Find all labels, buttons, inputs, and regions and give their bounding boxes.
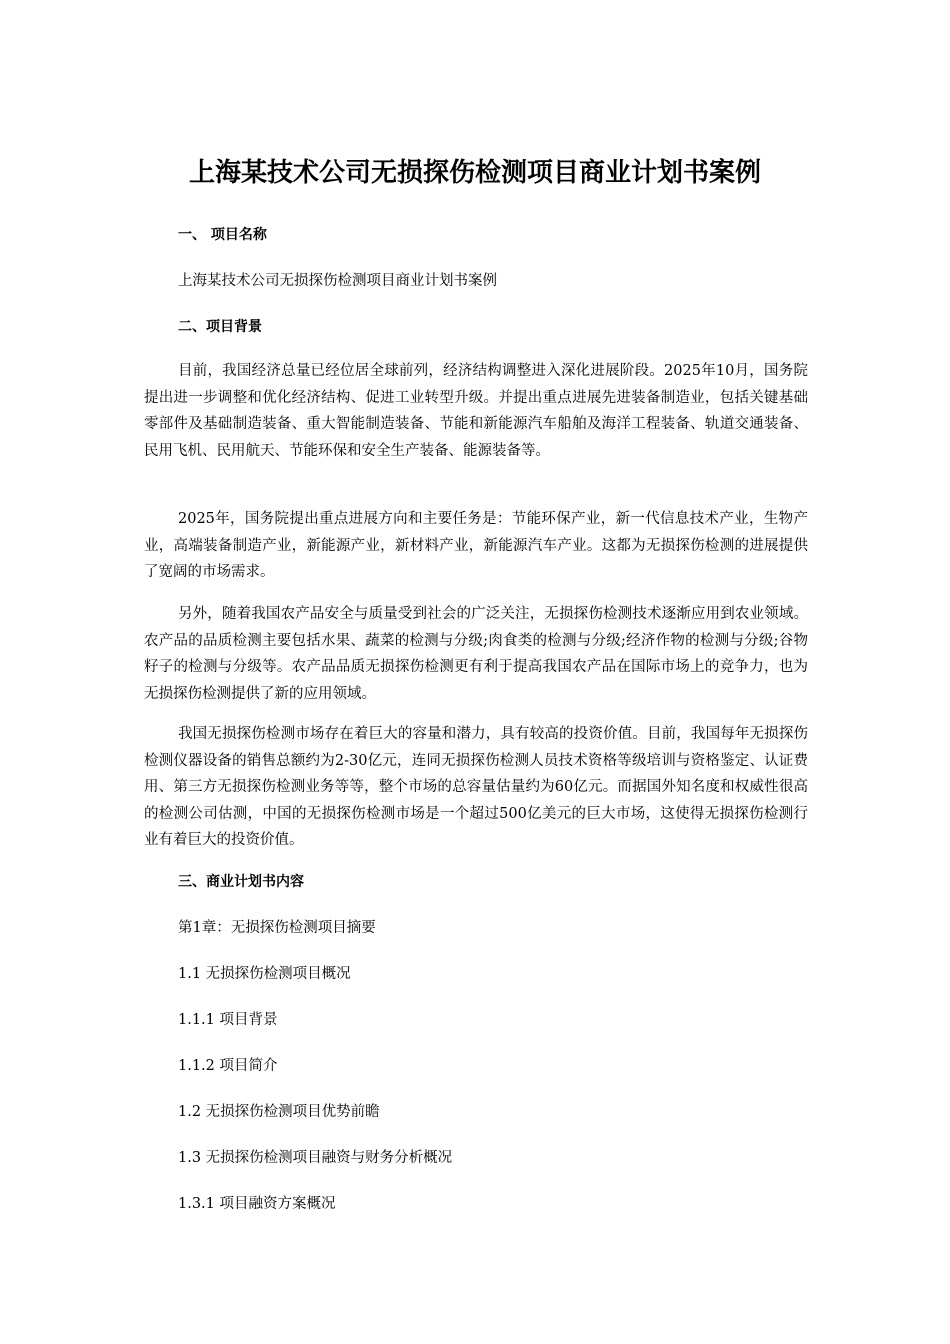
section-heading-plan-contents: 三、商业计划书内容 (178, 874, 304, 890)
background-paragraph-1: 目前，我国经济总量已经位居全球前列，经济结构调整进入深化进展阶段。2025年10月，国务院提出进一步调整和优化经济结构、促进工业转型升级。并提出重点进展先进装备制造业，包括关键基础零部件及基础制造装备、重大智能制造装备、节能和新能源汽车船舶及海洋工程装备、轨道交通装备、民用飞机、民用航天、节能环保和安全生产装备、能源装备等。 (144, 363, 808, 459)
toc-item: 1.1.1 项目背景 (178, 1012, 278, 1028)
section-heading-project-background: 二、项目背景 (178, 319, 262, 335)
document-title: 上海某技术公司无损探伤检测项目商业计划书案例 (188, 158, 761, 188)
toc-item: 1.3.1 项目融资方案概况 (178, 1196, 336, 1212)
toc-item: 1.3 无损探伤检测项目融资与财务分析概况 (178, 1150, 453, 1166)
background-paragraph-3: 另外，随着我国农产品安全与质量受到社会的广泛关注，无损探伤检测技术逐渐应用到农业领域。农产品的品质检测主要包括水果、蔬菜的检测与分级;肉食类的检测与分级;经济作物的检测与分级;谷物籽子的检测与分级等。农产品品质无损探伤检测更有利于提高我国农产品在国际市场上的竞争力，也为无损探伤检测提供了新的应用领域。 (144, 606, 808, 702)
background-paragraph-2: 2025年，国务院提出重点进展方向和主要任务是：节能环保产业，新一代信息技术产业，生物产业，高端装备制造产业，新能源产业，新材料产业，新能源汽车产业。这都为无损探伤检测的进展提供了宽阔的市场需求。 (144, 511, 808, 580)
background-paragraph-4: 我国无损探伤检测市场存在着巨大的容量和潜力，具有较高的投资价值。目前，我国每年无损探伤检测仪器设备的销售总额约为2-30亿元，连同无损探伤检测人员技术资格等级培训与资格鉴定、认证费用、第三方无损探伤检测业务等等，整个市场的总容量估量约为60亿元。而据国外知名度和权威性很高的检测公司估测，中国的无损探伤检测市场是一个超过500亿美元的巨大市场，这使得无损探伤检测行业有着巨大的投资价值。 (144, 726, 808, 848)
toc-item: 第1章：无损探伤检测项目摘要 (178, 920, 376, 936)
toc-item: 1.1 无损探伤检测项目概况 (178, 966, 351, 982)
section-heading-project-name: 一、 项目名称 (178, 227, 267, 243)
project-name-text: 上海某技术公司无损探伤检测项目商业计划书案例 (178, 273, 497, 289)
toc-item: 1.2 无损探伤检测项目优势前瞻 (178, 1104, 380, 1120)
toc-item: 1.1.2 项目简介 (178, 1058, 278, 1074)
